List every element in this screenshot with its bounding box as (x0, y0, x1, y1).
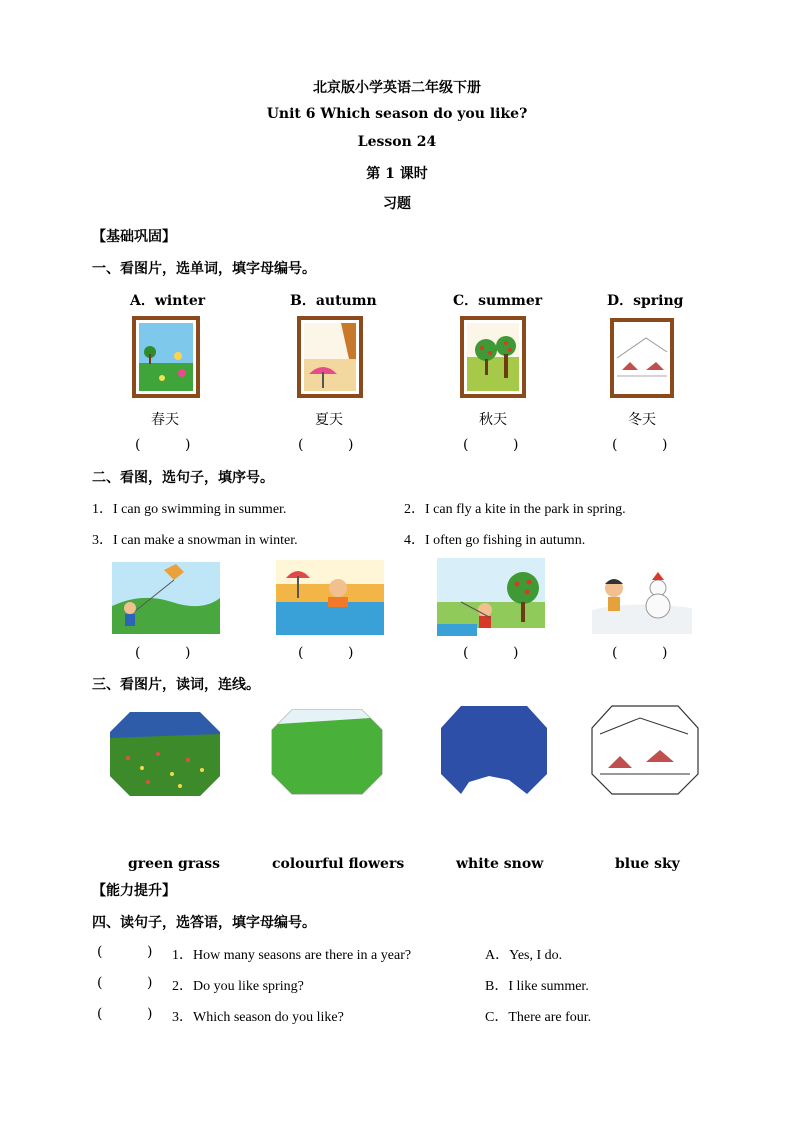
snowman-picture (592, 560, 692, 634)
q4-answer-b: B．I like summer. (485, 979, 589, 994)
q2-answer-blank-3[interactable]: ( ) (463, 645, 519, 661)
q1-answer-blank-2[interactable]: ( ) (298, 437, 354, 453)
worksheet-title: 北京版小学英语二年级下册 (313, 80, 481, 96)
swimming-picture (276, 560, 384, 635)
q4-answer-c: C．There are four. (485, 1010, 592, 1025)
q4-answer-blank-3[interactable]: ( ) (97, 1006, 153, 1022)
q1-cn-winter: 冬天 (628, 412, 656, 428)
white-snow-picture[interactable] (590, 704, 700, 796)
q1-cn-summer: 夏天 (315, 412, 343, 428)
q1-option-c: C．summer (453, 293, 543, 309)
q4-question-2: 2．Do you like spring? (172, 979, 304, 994)
section-improve-heading: 【能力提升】 (92, 883, 176, 899)
autumn-picture (460, 316, 526, 398)
kite-flying-picture (112, 562, 220, 634)
q2-answer-blank-1[interactable]: ( ) (135, 645, 191, 661)
period-title: 第 1 课时 (366, 166, 428, 182)
q4-question-1: 1．How many seasons are there in a year? (172, 948, 412, 963)
fishing-picture (437, 558, 545, 636)
q4-title: 四、读句子，选答语，填字母编号。 (92, 915, 316, 931)
summer-picture (297, 316, 363, 398)
winter-picture (610, 318, 674, 398)
q1-option-d: D．spring (607, 293, 684, 309)
q4-answer-a: A．Yes, I do. (485, 948, 563, 963)
exercise-title: 习题 (383, 196, 411, 212)
q1-option-b: B．autumn (290, 293, 377, 309)
q4-answer-blank-2[interactable]: ( ) (97, 975, 153, 991)
green-grass-picture[interactable] (270, 706, 384, 796)
spring-picture (132, 316, 200, 398)
section-basic-heading: 【基础巩固】 (92, 229, 176, 245)
word-blue-sky[interactable]: blue sky (615, 856, 680, 872)
q2-sentence-4: 4．I often go fishing in autumn. (404, 533, 586, 548)
blue-sky-picture[interactable] (439, 704, 549, 796)
word-white-snow[interactable]: white snow (456, 856, 544, 872)
q3-title: 三、看图片，读词，连线。 (92, 677, 260, 693)
q2-sentence-3: 3．I can make a snowman in winter. (92, 533, 298, 548)
word-green-grass[interactable]: green grass (128, 856, 221, 872)
q1-option-a: A．winter (130, 293, 206, 309)
q1-cn-spring: 春天 (151, 412, 179, 428)
q2-sentence-2: 2．I can fly a kite in the park in spring. (404, 502, 626, 517)
q1-answer-blank-1[interactable]: ( ) (135, 437, 191, 453)
q1-answer-blank-3[interactable]: ( ) (463, 437, 519, 453)
word-colourful-flowers[interactable]: colourful flowers (272, 856, 405, 872)
q1-cn-autumn: 秋天 (479, 412, 507, 428)
flowers-field-picture[interactable] (108, 708, 222, 798)
q1-title: 一、看图片，选单词，填字母编号。 (92, 261, 316, 277)
q2-title: 二、看图，选句子，填序号。 (92, 470, 274, 486)
lesson-title: Lesson 24 (357, 134, 437, 150)
q2-sentence-1: 1．I can go swimming in summer. (92, 502, 287, 517)
unit-title: Unit 6 Which season do you like? (266, 106, 528, 122)
q4-question-3: 3．Which season do you like? (172, 1010, 344, 1025)
q2-answer-blank-4[interactable]: ( ) (612, 645, 668, 661)
q2-answer-blank-2[interactable]: ( ) (298, 645, 354, 661)
q1-answer-blank-4[interactable]: ( ) (612, 437, 668, 453)
q4-answer-blank-1[interactable]: ( ) (97, 944, 153, 960)
